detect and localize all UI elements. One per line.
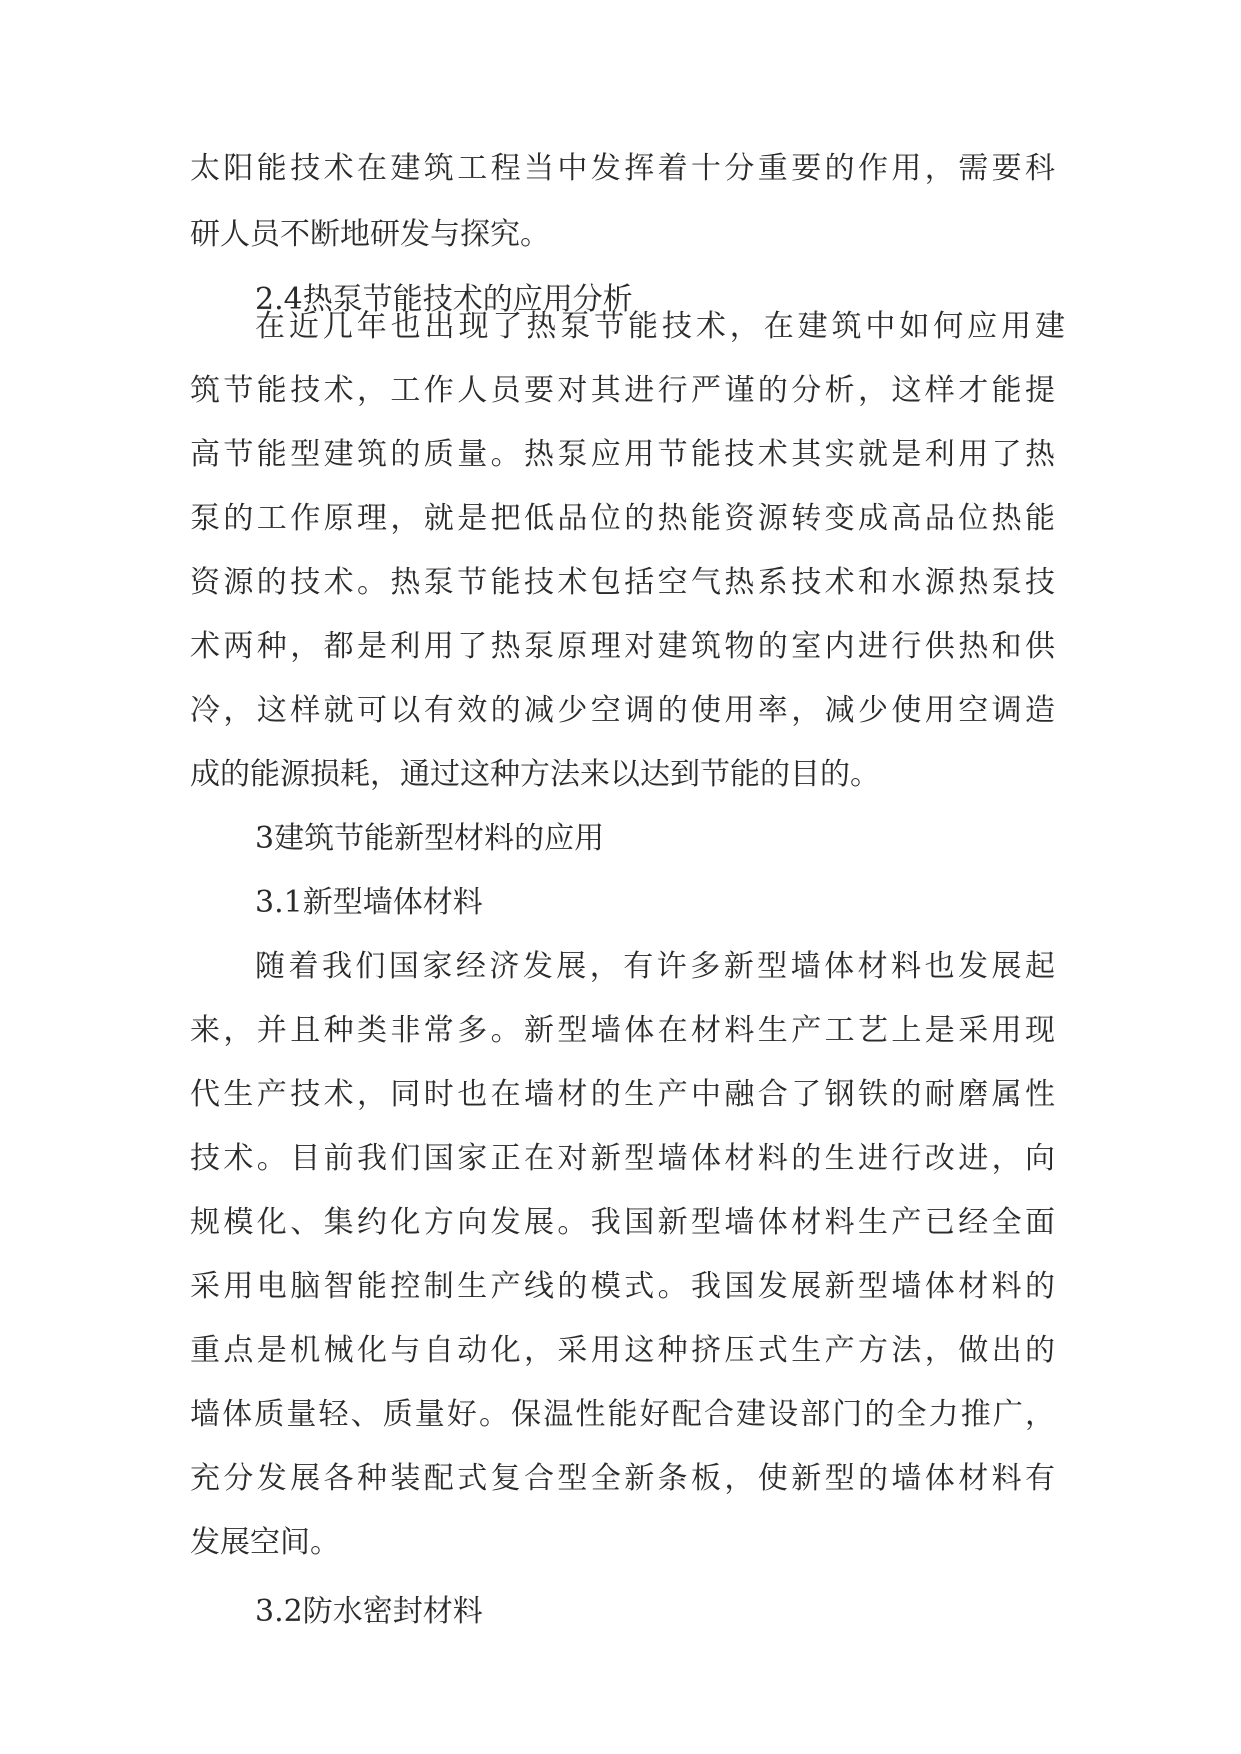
paragraph-line: 重点是机械化与自动化，采用这种挤压式生产方法，做出的 (190, 1333, 1055, 1368)
section-heading: 3.1新型墙体材料 (255, 885, 483, 920)
paragraph-line: 随着我们国家经济发展，有许多新型墙体材料也发展起 (255, 949, 1055, 984)
paragraph-line: 成的能源损耗，通过这种方法来以达到节能的目的。 (190, 757, 880, 792)
paragraph-line: 代生产技术，同时也在墙材的生产中融合了钢铁的耐磨属性 (190, 1077, 1055, 1112)
section-heading: 2.4热泵节能技术的应用分析 (255, 282, 633, 317)
paragraph-line: 高节能型建筑的质量。热泵应用节能技术其实就是利用了热 (190, 437, 1055, 472)
paragraph-line: 资源的技术。热泵节能技术包括空气热系技术和水源热泵技 (190, 565, 1055, 600)
paragraph-line: 充分发展各种装配式复合型全新条板，使新型的墙体材料有 (190, 1461, 1055, 1496)
paragraph-line: 泵的工作原理，就是把低品位的热能资源转变成高品位热能 (190, 501, 1055, 536)
section-heading: 3.2防水密封材料 (255, 1594, 483, 1629)
paragraph-line: 筑节能技术，工作人员要对其进行严谨的分析，这样才能提 (190, 373, 1055, 408)
paragraph-line: 规模化、集约化方向发展。我国新型墙体材料生产已经全面 (190, 1205, 1055, 1240)
paragraph-line: 冷，这样就可以有效的减少空调的使用率，减少使用空调造 (190, 693, 1055, 728)
section-heading: 3建筑节能新型材料的应用 (255, 821, 605, 856)
paragraph-line: 墙体质量轻、质量好。保温性能好配合建设部门的全力推广， (190, 1397, 1055, 1432)
paragraph-line: 技术。目前我们国家正在对新型墙体材料的生进行改进，向 (190, 1141, 1055, 1176)
paragraph-line: 术两种，都是利用了热泵原理对建筑物的室内进行供热和供 (190, 629, 1055, 664)
paragraph-line: 发展空间。 (190, 1525, 340, 1560)
paragraph-line: 来，并且种类非常多。新型墙体在材料生产工艺上是采用现 (190, 1013, 1055, 1048)
paragraph-line: 研人员不断地研发与探究。 (190, 217, 550, 252)
paragraph-line: 在近几年也出现了热泵节能技术，在建筑中如何应用建 (255, 309, 1065, 344)
paragraph-line: 采用电脑智能控制生产线的模式。我国发展新型墙体材料的 (190, 1269, 1055, 1304)
paragraph-line: 太阳能技术在建筑工程当中发挥着十分重要的作用，需要科 (190, 151, 1055, 186)
